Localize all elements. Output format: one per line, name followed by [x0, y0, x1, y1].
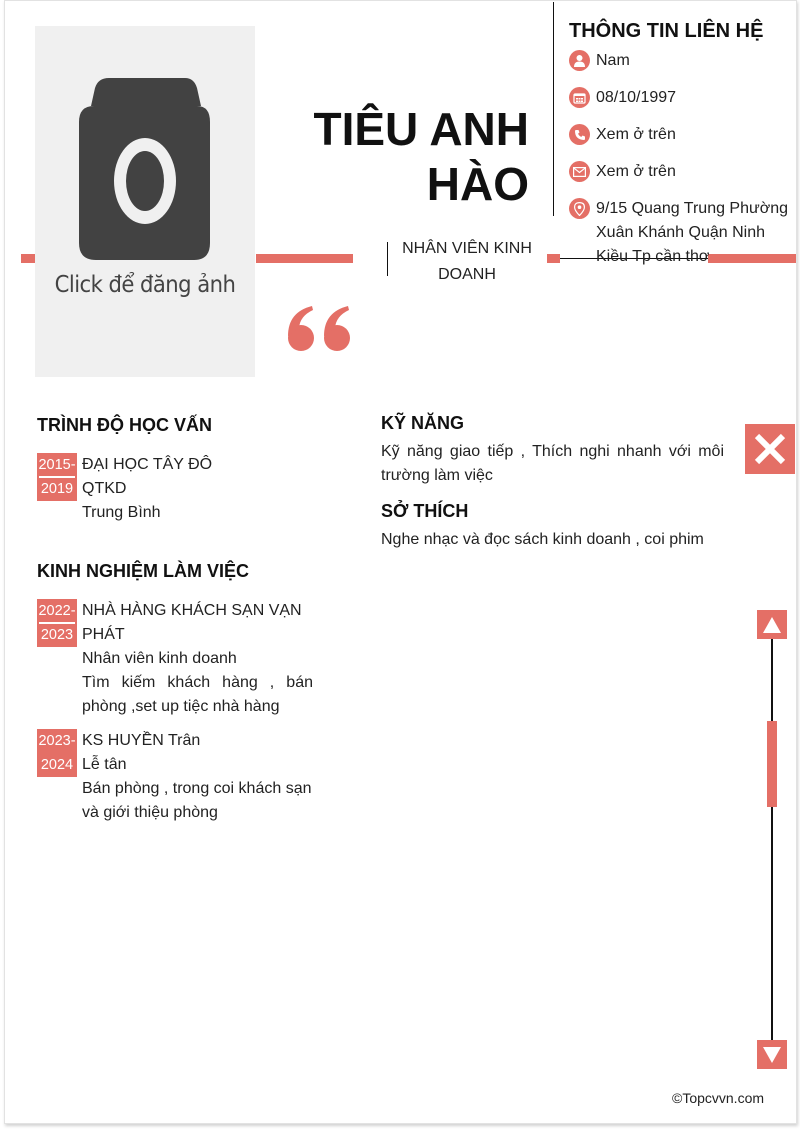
experience-entry — [37, 729, 313, 825]
close-button[interactable] — [745, 424, 795, 474]
skills-heading: KỸ NĂNG — [381, 413, 465, 433]
hobbies-heading: SỞ THÍCH — [381, 501, 469, 521]
hobbies-text: Nghe nhạc và đọc sách kinh doanh , coi phim — [381, 531, 704, 548]
experience-years — [37, 599, 77, 647]
contact-email — [569, 160, 788, 184]
year-start: 2015- — [38, 457, 76, 473]
school-name: ĐẠI HỌC TÂY ĐÔ — [82, 456, 213, 473]
photo-upload[interactable] — [35, 26, 255, 377]
grade: Trung Bình — [82, 504, 161, 521]
year-separator — [39, 476, 75, 478]
title-divider — [387, 242, 388, 276]
year-end: 2023 — [40, 627, 74, 643]
job-title — [392, 236, 542, 288]
scroll-up-button[interactable] — [757, 610, 787, 639]
job-title-line-1: NHÂN VIÊN KINH — [402, 240, 532, 257]
contact-phone-value: Xem ở trên — [596, 126, 676, 143]
contact-address-value: 9/15 Quang Trung Phường Xuân Khánh Quận Ninh Kiều Tp cần thơ — [596, 200, 788, 265]
contact-address — [569, 197, 788, 269]
accent-bar-right-small — [547, 254, 560, 263]
experience-years — [37, 729, 77, 777]
company-name: NHÀ HÀNG KHÁCH SẠN VẠN PHÁT — [82, 602, 302, 643]
phone-icon — [569, 124, 590, 145]
position: Nhân viên kinh doanh — [82, 650, 237, 667]
year-start: 2022- — [38, 603, 76, 619]
contact-phone — [569, 123, 788, 147]
scroll-down-button[interactable] — [757, 1040, 787, 1069]
experience-heading: KINH NGHIỆM LÀM VIỆC — [37, 561, 250, 581]
year-end: 2019 — [40, 481, 74, 497]
skills-text: Kỹ năng giao tiếp , Thích nghi nhanh với môi trường làm việc — [381, 443, 724, 484]
year-end: 2024 — [40, 757, 74, 773]
close-icon — [753, 432, 787, 466]
contact-email-value: Xem ở trên — [596, 163, 676, 180]
quote-icon — [286, 300, 354, 354]
photo-caption: Click để đăng ảnh — [54, 272, 236, 298]
scrollbar-thumb[interactable] — [767, 721, 777, 807]
accent-bar-middle — [256, 254, 353, 263]
contact-heading: THÔNG TIN LIÊN HỆ — [569, 20, 764, 42]
contact-divider — [553, 2, 554, 216]
location-icon — [569, 198, 590, 219]
education-years — [37, 453, 77, 501]
email-icon — [569, 161, 590, 182]
contact-gender — [569, 49, 788, 73]
job-title-line-2: DOANH — [438, 266, 496, 283]
company-name: KS HUYỀN Trân — [82, 732, 201, 749]
user-icon — [569, 50, 590, 71]
candidate-name — [269, 102, 529, 212]
name-line-1: TIÊU ANH — [313, 103, 529, 155]
triangle-up-icon — [762, 616, 782, 634]
camera-icon — [79, 78, 211, 260]
job-description: Tìm kiếm khách hàng , bán phòng ,set up tiệc nhà hàng — [82, 674, 313, 715]
contact-birthday-value: 08/10/1997 — [596, 89, 677, 106]
job-description: Bán phòng , trong coi khách sạn và giới thiệu phòng — [82, 780, 312, 821]
year-start: 2023- — [38, 733, 76, 749]
copyright: ©Topcvvn.com — [672, 1090, 765, 1106]
scrollbar-track[interactable] — [771, 638, 773, 1044]
year-separator — [39, 622, 75, 624]
contact-gender-value: Nam — [596, 52, 630, 69]
education-heading: TRÌNH ĐỘ HỌC VẤN — [37, 415, 212, 435]
accent-bar-left — [21, 254, 35, 263]
position: Lễ tân — [82, 756, 127, 773]
contact-birthday — [569, 86, 788, 110]
major: QTKD — [82, 480, 127, 497]
triangle-down-icon — [762, 1046, 782, 1064]
education-entry — [37, 453, 313, 525]
experience-entry — [37, 599, 313, 719]
calendar-icon — [569, 87, 590, 108]
name-line-2: HÀO — [426, 158, 529, 210]
